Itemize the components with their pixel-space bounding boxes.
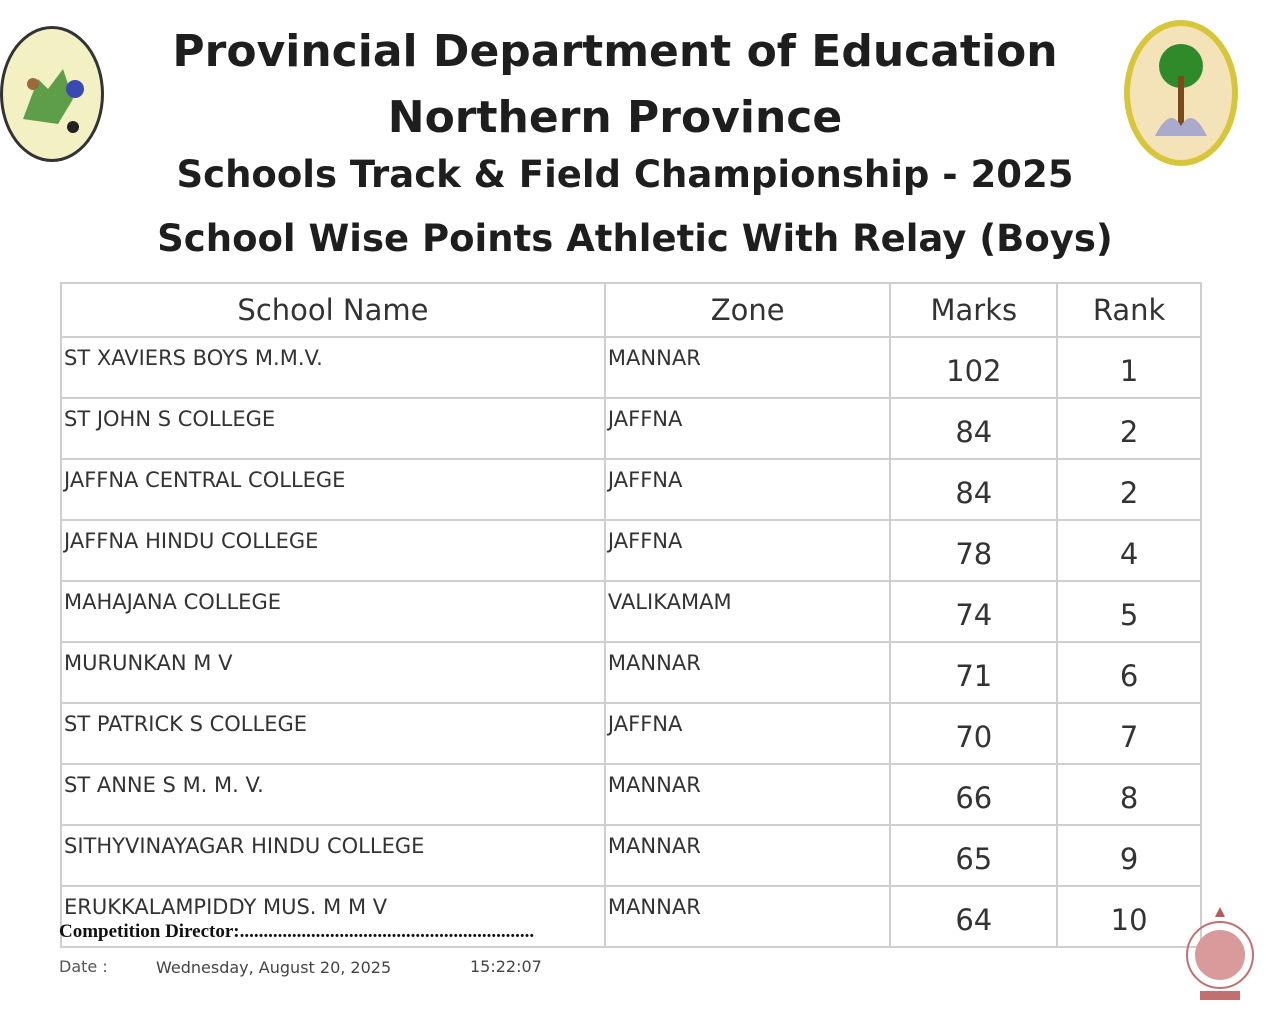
column-header-rank: Rank xyxy=(1057,283,1201,337)
school-name-cell: ST PATRICK S COLLEGE xyxy=(61,703,605,764)
table-row xyxy=(61,703,1201,764)
school-name-cell: JAFFNA HINDU COLLEGE xyxy=(61,520,605,581)
marks-cell: 74 xyxy=(890,581,1057,642)
table-row xyxy=(61,520,1201,581)
mcosa-uk-emblem xyxy=(1183,905,1258,1005)
zone-cell: JAFFNA xyxy=(605,459,891,520)
column-header-school: School Name xyxy=(61,283,605,337)
zone-cell: MANNAR xyxy=(605,642,891,703)
school-name-cell: SITHYVINAYAGAR HINDU COLLEGE xyxy=(61,825,605,886)
marks-cell: 84 xyxy=(890,398,1057,459)
school-name-cell: MAHAJANA COLLEGE xyxy=(61,581,605,642)
school-name-cell: ST ANNE S M. M. V. xyxy=(61,764,605,825)
zone-cell: JAFFNA xyxy=(605,520,891,581)
zone-cell: MANNAR xyxy=(605,337,891,398)
table-header-row xyxy=(61,283,1201,337)
marks-cell: 65 xyxy=(890,825,1057,886)
column-header-marks: Marks xyxy=(890,283,1057,337)
marks-cell: 64 xyxy=(890,886,1057,947)
table-row xyxy=(61,581,1201,642)
rank-cell: 10 xyxy=(1057,886,1201,947)
table-row xyxy=(61,398,1201,459)
zone-cell: JAFFNA xyxy=(605,398,891,459)
date-value: Wednesday, August 20, 2025 xyxy=(156,958,392,977)
date-label: Date : xyxy=(59,957,108,976)
rank-cell: 7 xyxy=(1057,703,1201,764)
rank-cell: 6 xyxy=(1057,642,1201,703)
competition-director-signature-line: Competition Director:.............................................................. xyxy=(59,921,535,942)
rank-cell: 5 xyxy=(1057,581,1201,642)
table-row xyxy=(61,642,1201,703)
department-title: Provincial Department of Education xyxy=(172,26,1058,77)
province-title: Northern Province xyxy=(387,92,843,143)
time-value: 15:22:07 xyxy=(470,957,542,976)
table-row xyxy=(61,337,1201,398)
table-row xyxy=(61,459,1201,520)
zone-cell: MANNAR xyxy=(605,825,891,886)
rank-cell: 2 xyxy=(1057,398,1201,459)
school-name-cell: ST XAVIERS BOYS M.M.V. xyxy=(61,337,605,398)
school-name-cell: JAFFNA CENTRAL COLLEGE xyxy=(61,459,605,520)
marks-cell: 66 xyxy=(890,764,1057,825)
report-title: School Wise Points Athletic With Relay (Boys) xyxy=(157,217,1113,260)
rank-cell: 1 xyxy=(1057,337,1201,398)
rank-cell: 8 xyxy=(1057,764,1201,825)
rank-cell: 9 xyxy=(1057,825,1201,886)
zone-cell: MANNAR xyxy=(605,886,891,947)
school-name-cell: ST JOHN S COLLEGE xyxy=(61,398,605,459)
marks-cell: 70 xyxy=(890,703,1057,764)
rank-cell: 4 xyxy=(1057,520,1201,581)
column-header-zone: Zone xyxy=(605,283,891,337)
marks-cell: 84 xyxy=(890,459,1057,520)
table-row xyxy=(61,764,1201,825)
school-name-cell: ERUKKALAMPIDDY MUS. M M V xyxy=(61,886,605,947)
marks-cell: 78 xyxy=(890,520,1057,581)
marks-cell: 102 xyxy=(890,337,1057,398)
school-name-cell: MURUNKAN M V xyxy=(61,642,605,703)
championship-title: Schools Track & Field Championship - 2025 xyxy=(176,153,1074,196)
zone-cell: MANNAR xyxy=(605,764,891,825)
zone-cell: JAFFNA xyxy=(605,703,891,764)
zone-cell: VALIKAMAM xyxy=(605,581,891,642)
points-table xyxy=(60,282,1202,948)
table-row xyxy=(61,825,1201,886)
marks-cell: 71 xyxy=(890,642,1057,703)
rank-cell: 2 xyxy=(1057,459,1201,520)
